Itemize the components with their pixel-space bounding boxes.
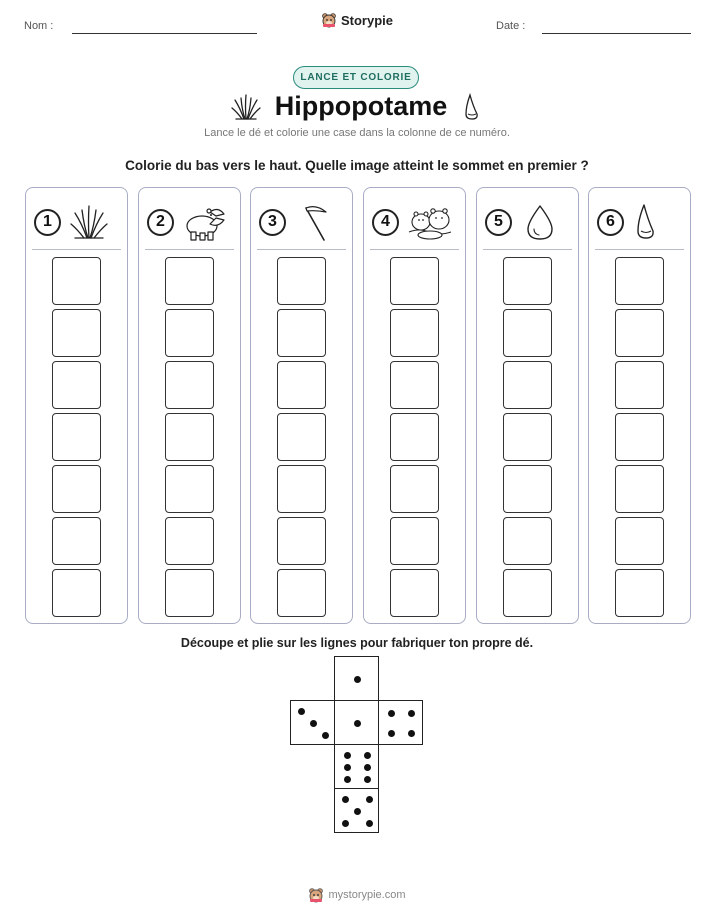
pip xyxy=(364,752,371,759)
pip xyxy=(408,710,415,717)
color-box[interactable] xyxy=(615,309,664,357)
die-face-1 xyxy=(334,656,379,701)
column-3 xyxy=(250,187,353,624)
column-divider xyxy=(145,249,234,250)
footer-url[interactable]: mystorypie.com xyxy=(328,889,406,901)
color-box[interactable] xyxy=(52,517,101,565)
color-box[interactable] xyxy=(503,361,552,409)
color-box[interactable] xyxy=(277,309,326,357)
title-row xyxy=(0,91,714,122)
column-5 xyxy=(476,187,579,624)
column-6 xyxy=(588,187,691,624)
name-line[interactable] xyxy=(72,33,257,34)
color-box[interactable] xyxy=(615,569,664,617)
pip xyxy=(298,708,305,715)
column-4 xyxy=(363,187,466,624)
pip xyxy=(342,820,349,827)
color-box[interactable] xyxy=(615,257,664,305)
column-header xyxy=(147,202,233,242)
column-1 xyxy=(25,187,128,624)
footer xyxy=(0,887,714,903)
color-box[interactable] xyxy=(390,569,439,617)
bear-icon xyxy=(308,887,324,903)
pip xyxy=(366,796,373,803)
color-box[interactable] xyxy=(52,413,101,461)
column-header xyxy=(485,202,571,242)
number-badge: 1 xyxy=(34,209,61,236)
pip xyxy=(366,820,373,827)
color-box[interactable] xyxy=(503,569,552,617)
color-box[interactable] xyxy=(277,569,326,617)
die-face-5 xyxy=(334,788,379,833)
color-box[interactable] xyxy=(52,257,101,305)
name-label: Nom : xyxy=(24,20,54,32)
column-header xyxy=(259,202,345,242)
water-drop-icon xyxy=(520,202,560,242)
pip xyxy=(344,776,351,783)
color-box[interactable] xyxy=(390,257,439,305)
pip xyxy=(364,764,371,771)
question: Colorie du bas vers le haut. Quelle image atteint le sommet en premier ? xyxy=(125,158,589,173)
color-box[interactable] xyxy=(615,517,664,565)
pip xyxy=(354,808,361,815)
tusk-icon xyxy=(632,202,662,242)
color-box[interactable] xyxy=(615,361,664,409)
number-badge: 4 xyxy=(372,209,399,236)
column-divider xyxy=(370,249,459,250)
hippo-icon xyxy=(182,202,226,242)
color-box[interactable] xyxy=(503,413,552,461)
brand-name: Storypie xyxy=(340,12,393,28)
color-box[interactable] xyxy=(277,257,326,305)
column-divider xyxy=(595,249,684,250)
date-line[interactable] xyxy=(542,33,691,34)
color-box[interactable] xyxy=(615,413,664,461)
color-box[interactable] xyxy=(503,465,552,513)
color-box[interactable] xyxy=(52,309,101,357)
number-badge: 6 xyxy=(597,209,624,236)
color-box[interactable] xyxy=(390,517,439,565)
grass-icon xyxy=(69,202,109,242)
color-box[interactable] xyxy=(165,465,214,513)
pip xyxy=(344,764,351,771)
color-box[interactable] xyxy=(390,361,439,409)
color-box[interactable] xyxy=(165,569,214,617)
column-divider xyxy=(257,249,346,250)
die-face-1-center xyxy=(334,700,379,745)
color-box[interactable] xyxy=(390,465,439,513)
page-title: Hippopotame xyxy=(274,91,448,121)
column-divider xyxy=(483,249,572,250)
color-box[interactable] xyxy=(615,465,664,513)
activity-badge: LANCE ET COLORIE xyxy=(293,66,419,89)
color-box[interactable] xyxy=(165,309,214,357)
color-box[interactable] xyxy=(277,361,326,409)
subtitle: Lance le dé et colorie une case dans la colonne de ce numéro. xyxy=(204,127,510,139)
pip xyxy=(310,720,317,727)
pip xyxy=(364,776,371,783)
color-box[interactable] xyxy=(52,465,101,513)
hippo-family-icon xyxy=(407,202,453,242)
pip xyxy=(354,676,361,683)
brand-logo xyxy=(0,12,714,28)
column-divider xyxy=(32,249,121,250)
color-box[interactable] xyxy=(165,517,214,565)
color-box[interactable] xyxy=(52,569,101,617)
color-box[interactable] xyxy=(165,413,214,461)
pip xyxy=(322,732,329,739)
color-box[interactable] xyxy=(503,257,552,305)
column-header xyxy=(34,202,120,242)
number-badge: 2 xyxy=(147,209,174,236)
column-header xyxy=(372,202,458,242)
die-face-4 xyxy=(378,700,423,745)
color-box[interactable] xyxy=(277,413,326,461)
column-header xyxy=(597,202,683,242)
color-box[interactable] xyxy=(503,517,552,565)
column-2 xyxy=(138,187,241,624)
color-box[interactable] xyxy=(165,361,214,409)
die-face-3 xyxy=(290,700,335,745)
pip xyxy=(408,730,415,737)
pip xyxy=(388,710,395,717)
grass-icon xyxy=(231,92,261,122)
pip xyxy=(344,752,351,759)
die-instruction: Découpe et plie sur les lignes pour fabriquer ton propre dé. xyxy=(180,636,534,650)
pip xyxy=(388,730,395,737)
scythe-icon xyxy=(294,202,334,242)
color-box[interactable] xyxy=(390,413,439,461)
color-box[interactable] xyxy=(277,517,326,565)
number-badge: 3 xyxy=(259,209,286,236)
tusk-icon xyxy=(461,92,483,122)
color-box[interactable] xyxy=(390,309,439,357)
date-label: Date : xyxy=(496,20,526,32)
pip xyxy=(342,796,349,803)
pip xyxy=(354,720,361,727)
color-box[interactable] xyxy=(165,257,214,305)
bear-icon xyxy=(321,12,337,28)
die-face-6 xyxy=(334,744,379,789)
color-box[interactable] xyxy=(277,465,326,513)
color-box[interactable] xyxy=(503,309,552,357)
number-badge: 5 xyxy=(485,209,512,236)
color-box[interactable] xyxy=(52,361,101,409)
